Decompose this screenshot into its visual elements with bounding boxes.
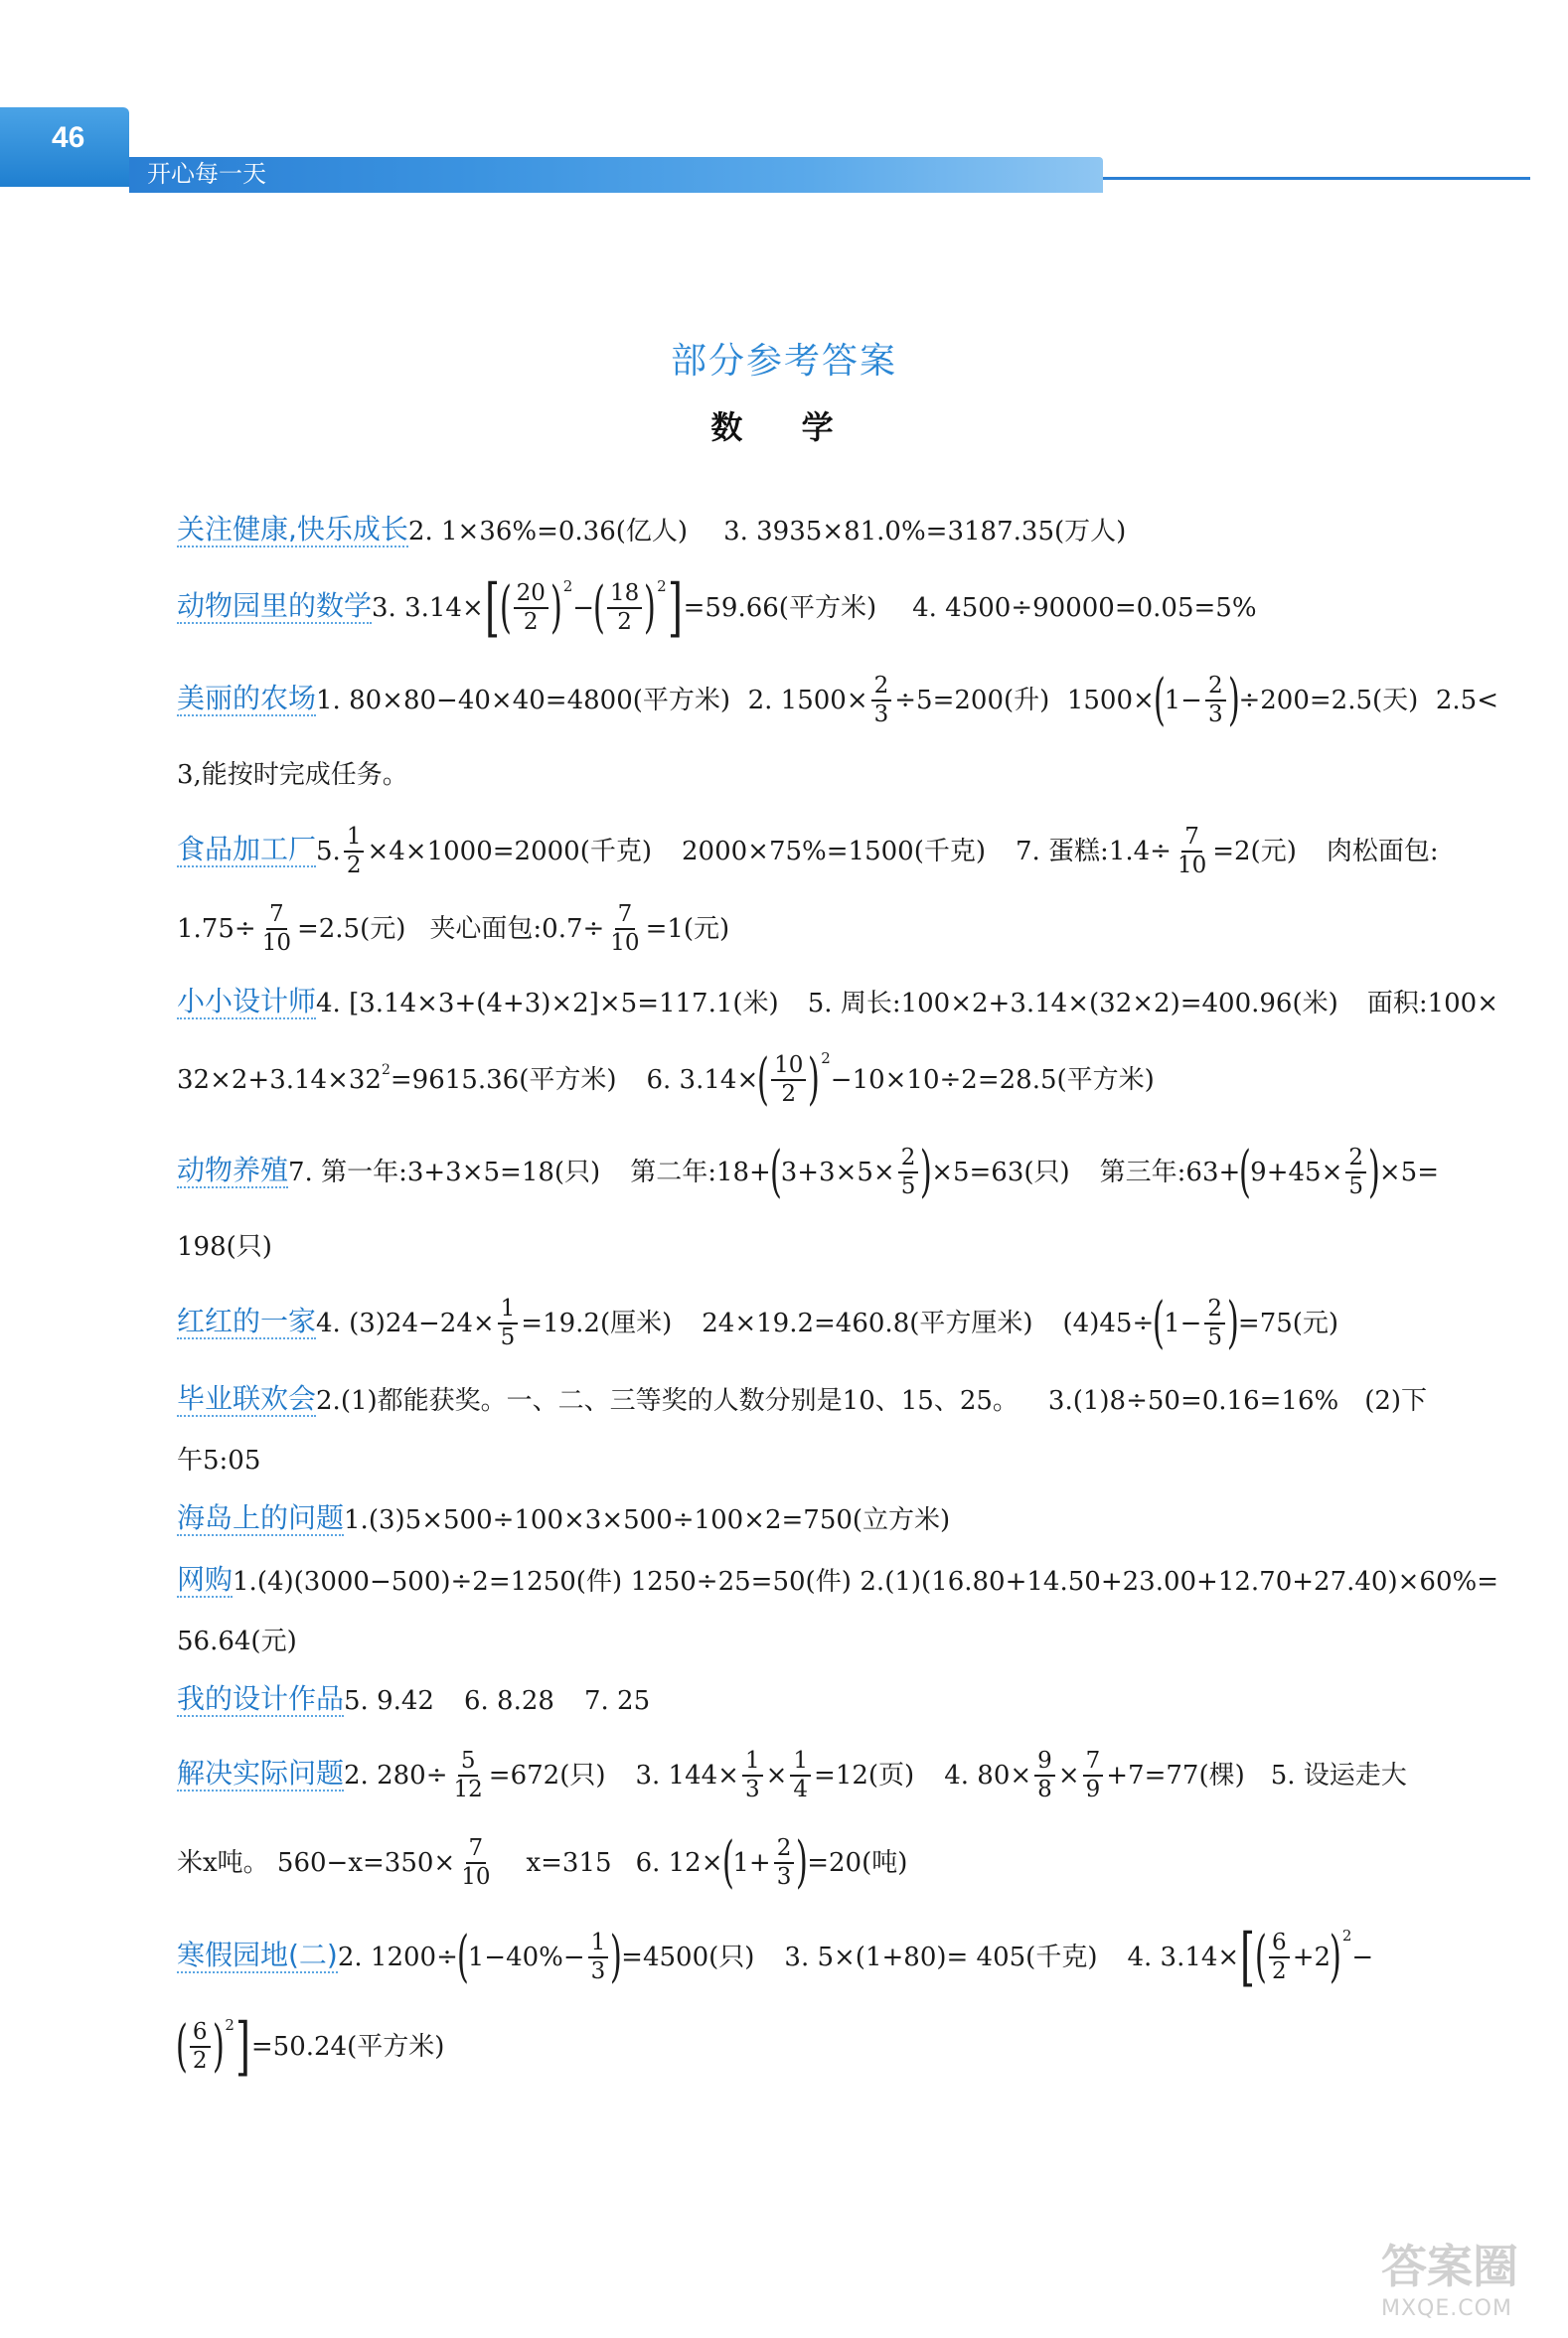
answer-line-continued: 午5:05 xyxy=(177,1446,261,1476)
section-title: 寒假园地(二) xyxy=(177,1939,338,1971)
corner-watermark: 答案圈 MXQE.COM xyxy=(1381,2240,1518,2321)
fraction: $\frac{2}{5}$ xyxy=(1204,1298,1225,1349)
header-band xyxy=(129,157,1103,193)
fraction: $\frac{9}{8}$ xyxy=(1034,1750,1055,1801)
fraction: $\frac{7}{10}$ xyxy=(1176,824,1207,878)
fraction: $\frac{1}{3}$ xyxy=(588,1932,609,1983)
page-number: 46 xyxy=(52,121,85,154)
fraction: 20 2 xyxy=(514,582,549,634)
header-band-label: 开心每一天 xyxy=(147,161,266,188)
answer-line: 海岛上的问题 1.(3)5×500÷100×3×500÷100×2=750(立方米) xyxy=(177,1501,951,1535)
fraction: $\frac{2}{3}$ xyxy=(871,675,892,726)
answer-line-continued: 米x吨。 560−x=350× $\frac{7}{10}$ x=315 6. 12× ( 1+ $\frac{2}{3}$ ) =20(吨) xyxy=(177,1830,908,1895)
section-title: 动物园里的数学 xyxy=(177,589,373,622)
section-title: 网购 xyxy=(177,1563,234,1596)
answer-line: 小小设计师 4. [3.14×3+(4+3)×2]×5=117.1(米) 5. 周长:100×2+3.14×(32×2)=400.96(米) 面积:100× xyxy=(177,985,1498,1018)
fraction: $\frac{7}{10}$ xyxy=(610,901,640,956)
answer-line-continued: 3,能按时完成任务。 xyxy=(177,760,408,790)
section-title: 小小设计师 xyxy=(177,985,317,1017)
answer-line-continued: 32×2+3.14×32 2 =9615.36(平方米) 6. 3.14× ( 10 2 ) 2 −10×10÷2=28.5(平方米) xyxy=(177,1047,1155,1112)
answer-line-continued: ( 6 2 ) 2 ] =50.24(平方米) xyxy=(175,2010,445,2084)
answer-line: 解决实际问题 2. 280÷ $\frac{5}{12}$ =672(只) 3. 144× $\frac{1}{3}$ × $\frac{1}{4}$ =12(页) 4. 80× $\frac{9}{8}$ × $\frac{7}{9}$ +7=77(棵) 5. 设运走大 xyxy=(177,1748,1407,1802)
fraction: 10 2 xyxy=(771,1054,806,1106)
fraction: $\frac{1}{4}$ xyxy=(790,1750,811,1801)
fraction: 18 2 xyxy=(607,582,642,634)
section-title: 食品加工厂 xyxy=(177,833,317,865)
fraction: $\frac{2}{3}$ xyxy=(1205,675,1226,726)
answer-line: 我的设计作品 5. 9.42 6. 8.28 7. 25 xyxy=(177,1682,651,1716)
fraction: $\frac{7}{10}$ xyxy=(461,1835,491,1890)
fraction: $\frac{1}{5}$ xyxy=(498,1298,519,1349)
header-rule xyxy=(1103,177,1530,180)
page-header xyxy=(0,0,1568,199)
answer-line: 寒假园地(二) 2. 1200÷ ( 1−40%− $\frac{1}{3}$ ) =4500(只) 3. 5×(1+80)= 405(千克) 4. 3.14× [ ( 6 2 +2 ) 2 − xyxy=(177,1921,1374,1994)
fraction: $\frac{1}{2}$ xyxy=(344,826,365,877)
fraction: $\frac{1}{3}$ xyxy=(742,1750,763,1801)
section-title: 美丽的农场 xyxy=(177,682,317,714)
answer-line: 动物养殖 7. 第一年:3+3×5=18(只) 第二年:18+ ( 3+3×5× $\frac{2}{5}$ ) ×5=63(只) 第三年:63+ ( 9+45× $\frac{2}{5}$ ) ×5= xyxy=(177,1140,1439,1204)
section-title: 动物养殖 xyxy=(177,1154,289,1186)
fraction: $\frac{7}{10}$ xyxy=(261,901,291,956)
fraction: 6 2 xyxy=(1269,1932,1290,1983)
answer-line: 美丽的农场 1. 80×80−40×40=4800(平方米) 2. 1500× $\frac{2}{3}$ ÷5=200(升) 1500× ( 1− $\frac{2}{3}$ ) ÷200=2.5(天) 2.5< xyxy=(177,668,1498,732)
fraction: $\frac{7}{9}$ xyxy=(1083,1750,1104,1801)
answer-line-continued: 1.75÷ $\frac{7}{10}$ =2.5(元) 夹心面包:0.7÷ $\frac{7}{10}$ =1(元) xyxy=(177,901,730,956)
section-title: 红红的一家 xyxy=(177,1305,317,1337)
answer-line: 食品加工厂 5. $\frac{1}{2}$ ×4×1000=2000(千克) 2000×75%=1500(千克) 7. 蛋糕:1.4÷ $\frac{7}{10}$ =2(元) 肉松面包: xyxy=(177,824,1439,878)
answer-line: 关注健康,快乐成长 2. 1×36%=0.36(亿人) 3. 3935×81.0%=3187.35(万人) xyxy=(177,513,1127,546)
fraction: $\frac{2}{3}$ xyxy=(774,1837,795,1889)
section-title: 我的设计作品 xyxy=(177,1682,345,1715)
section-title: 海岛上的问题 xyxy=(177,1501,345,1534)
answer-line: 网购 1.(4)(3000−500)÷2=1250(件) 1250÷25=50(件) 2.(1)(16.80+14.50+23.00+12.70+27.40)×60%= xyxy=(177,1563,1498,1597)
fraction: $\frac{2}{5}$ xyxy=(898,1147,919,1198)
subject-title: 数 学 xyxy=(710,408,858,446)
fraction: $\frac{5}{12}$ xyxy=(453,1748,483,1802)
section-title: 关注健康,快乐成长 xyxy=(177,513,408,546)
section-title: 毕业联欢会 xyxy=(177,1382,317,1415)
fraction: 6 2 xyxy=(190,2021,211,2073)
answer-line-continued: 56.64(元) xyxy=(177,1627,297,1656)
answer-line: 动物园里的数学 3. 3.14× [ ( 20 2 ) 2 − ( 18 2 ) 2 ] =59.66(平方米) 4. 4500÷90000=0.05=5% xyxy=(177,571,1257,645)
answer-line: 毕业联欢会 2.(1)都能获奖。一、二、三等奖的人数分别是10、15、25。 3.(1)8÷50=0.16=16% (2)下 xyxy=(177,1382,1428,1416)
answer-line-continued: 198(只) xyxy=(177,1232,272,1262)
answer-line: 红红的一家 4. (3)24−24× $\frac{1}{5}$ =19.2(厘米) 24×19.2=460.8(平方厘米) (4)45÷ ( 1− $\frac{2}{5}$ ) =75(元) xyxy=(177,1291,1339,1355)
page-title: 部分参考答案 xyxy=(670,341,897,382)
fraction: $\frac{2}{5}$ xyxy=(1345,1147,1366,1198)
section-title: 解决实际问题 xyxy=(177,1757,345,1790)
